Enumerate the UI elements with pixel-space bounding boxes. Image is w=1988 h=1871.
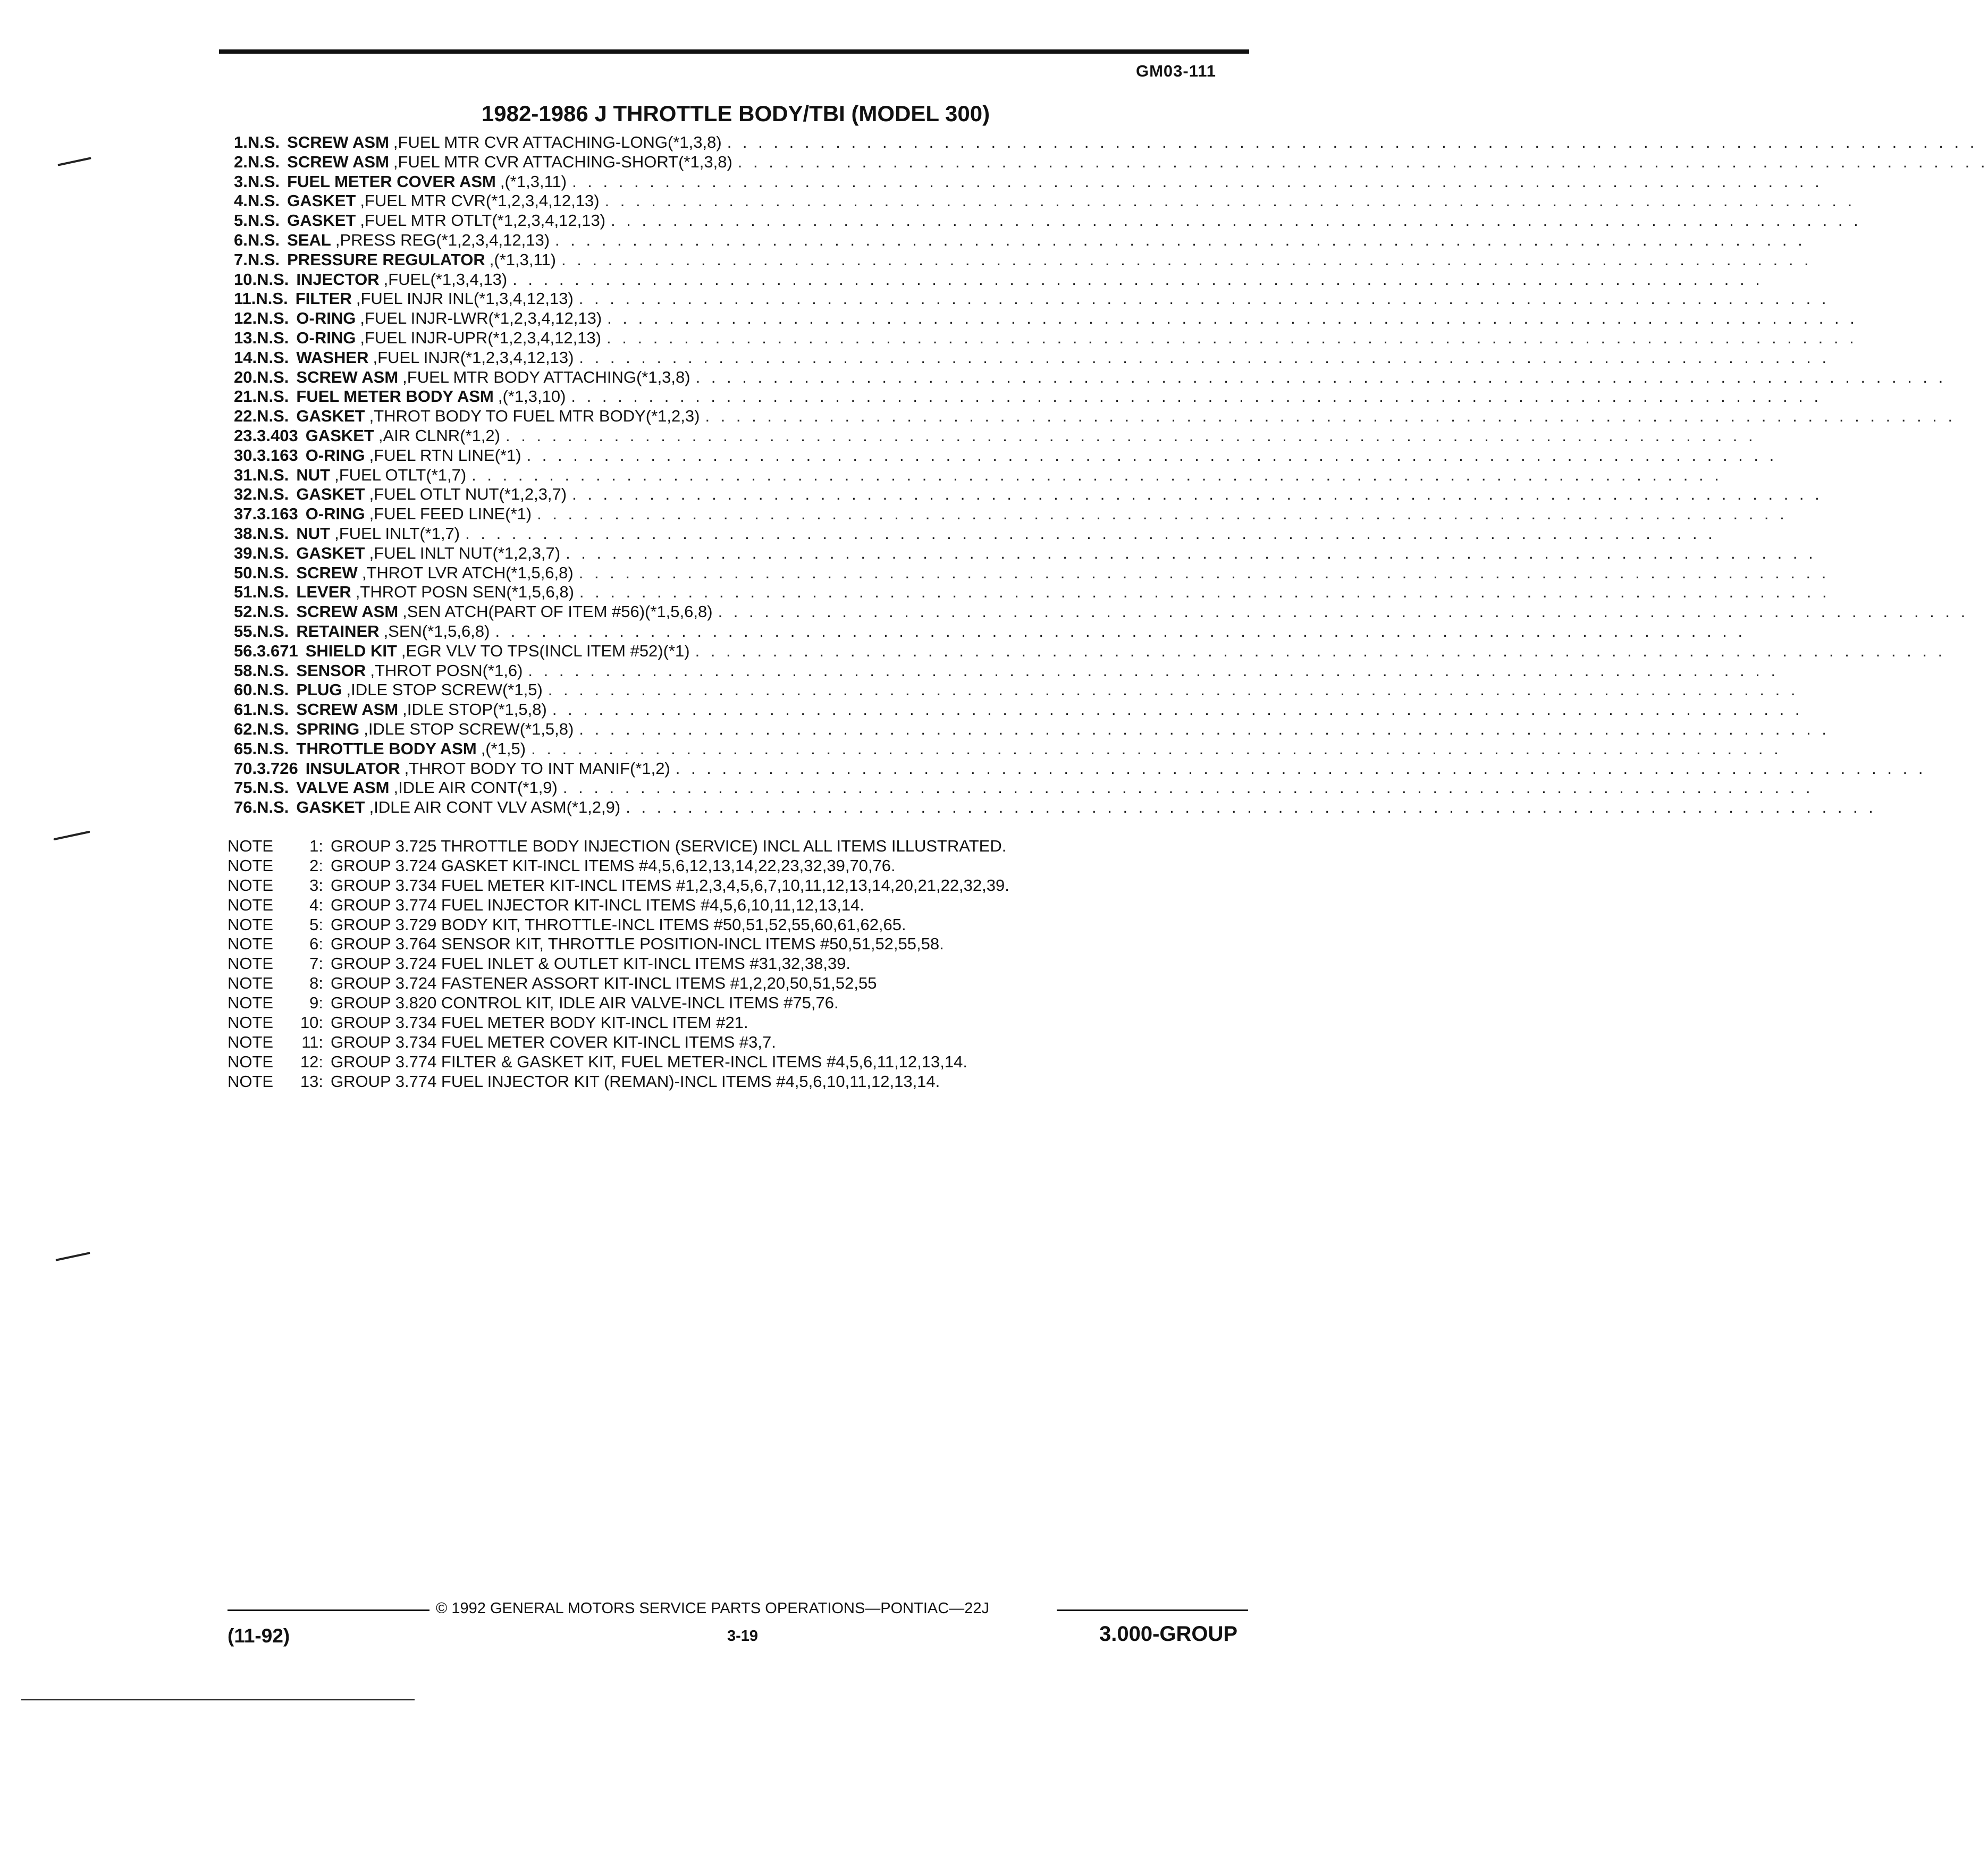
group-number: N.S. (257, 348, 289, 367)
note-text: GROUP 3.774 FUEL INJECTOR KIT (REMAN)-INCL ITEMS #4,5,6,10,11,12,13,14. (331, 1072, 940, 1091)
part-name: SEAL (287, 230, 331, 249)
item-number: 62. (234, 719, 257, 738)
leader-dots: . . . . . . . . . . . . . . . . . . . . . . . . . . . . . . . . . . . . . . . . . . . . . . . . . . . . . . . . . . . . . . . . . . . . . . . . . . . . . . . . . (727, 133, 1978, 151)
part-name: FILTER (295, 289, 352, 308)
part-row (234, 465, 1722, 485)
part-row (234, 758, 1926, 779)
part-description: ,IDLE AIR CONT(*1,9) (393, 778, 558, 797)
part-row (234, 367, 1947, 387)
note-text: GROUP 3.820 CONTROL KIT, IDLE AIR VALVE-INCL ITEMS #75,76. (331, 993, 839, 1013)
note-label: NOTE (228, 875, 274, 895)
part-row (234, 445, 1778, 466)
part-name: GASKET (296, 543, 365, 562)
item-number: 32. (234, 485, 257, 504)
part-row (234, 621, 1746, 642)
part-name: FUEL METER BODY ASM (296, 387, 494, 406)
note-row (228, 837, 1184, 856)
parts-list (234, 133, 1988, 817)
leader-dots: . . . . . . . . . . . . . . . . . . . . . . . . . . . . . . . . . . . . . . . . . . . . . . . . . . . . . . . . . . . . . . . . . . . . . . . . . . . . . . . . . (465, 524, 1716, 543)
leader-dots: . . . . . . . . . . . . . . . . . . . . . . . . . . . . . . . . . . . . . . . . . . . . . . . . . . . . . . . . . . . . . . . . . . . . . . . . . . . . . . . . . (695, 641, 1946, 660)
group-number: N.S. (257, 602, 289, 621)
item-number: 7. (234, 250, 248, 269)
item-number: 52. (234, 602, 257, 621)
note-label: NOTE (228, 837, 274, 855)
group-number: N.S. (257, 387, 289, 406)
item-number: 10. (234, 269, 257, 289)
part-description: ,IDLE STOP SCREW(*1,5,8) (364, 719, 574, 738)
item-number: 11. (234, 289, 256, 308)
leader-dots: . . . . . . . . . . . . . . . . . . . . . . . . . . . . . . . . . . . . . . . . . . . . . . . . . . . . . . . . . . . . . . . . . . . . . . . . . . . . . . . . . (579, 719, 1830, 738)
group-number: N.S. (247, 172, 280, 191)
group-number: N.S. (257, 661, 289, 680)
part-description: ,(*1,3,11) (500, 172, 567, 191)
part-name: GASKET (296, 407, 365, 426)
leader-dots: . . . . . . . . . . . . . . . . . . . . . . . . . . . . . . . . . . . . . . . . . . . . . . . . . . . . . . . . . . . . . . . . . . . . . . . . . . . . . . . . . (604, 191, 1856, 210)
part-row (234, 250, 1812, 270)
group-number: N.S. (257, 621, 289, 640)
leader-dots: . . . . . . . . . . . . . . . . . . . . . . . . . . . . . . . . . . . . . . . . . . . . . . . . . . . . . . . . . . . . . . . . . . . . . . . . . . . . . . . . . (579, 583, 1830, 602)
part-name: SENSOR (296, 661, 366, 680)
part-row (234, 524, 1716, 544)
leader-dots: . . . . . . . . . . . . . . . . . . . . . . . . . . . . . . . . . . . . . . . . . . . . . . . . . . . . . . . . . . . . . . . . . . . . . . . . . . . . . . . . . (626, 798, 1876, 817)
item-number: 38. (234, 524, 257, 543)
part-row (234, 719, 1830, 739)
group-number: 3.671 (257, 641, 298, 660)
item-number: 39. (234, 543, 257, 562)
part-description: ,FUEL(*1,3,4,13) (383, 269, 508, 289)
part-description: ,FUEL MTR CVR(*1,2,3,4,12,13) (360, 191, 600, 210)
note-label: NOTE (228, 1032, 274, 1051)
part-row (234, 172, 1823, 192)
note-number: 7: (309, 954, 323, 973)
part-description: ,(*1,3,10) (498, 387, 566, 406)
part-description: ,IDLE STOP(*1,5,8) (402, 700, 547, 719)
part-description: ,FUEL MTR CVR ATTACHING-SHORT(*1,3,8) (393, 152, 732, 171)
part-row (234, 309, 1858, 328)
group-number: N.S. (257, 778, 289, 797)
part-description: ,THROT BODY TO INT MANIF(*1,2) (404, 758, 670, 778)
item-number: 31. (234, 465, 257, 484)
leader-dots: . . . . . . . . . . . . . . . . . . . . . . . . . . . . . . . . . . . . . . . . . . . . . . . . . . . . . . . . . . . . . . . . . . . . . . . . . . . . . . . . . (675, 758, 1926, 778)
item-number: 51. (234, 583, 257, 602)
item-number: 75. (234, 778, 257, 797)
note-number: 5: (309, 915, 323, 934)
part-description: ,FUEL INLT NUT(*1,2,3,7) (369, 543, 561, 562)
note-row (228, 974, 1184, 993)
part-description: ,FUEL INLT(*1,7) (334, 524, 460, 543)
leader-dots: . . . . . . . . . . . . . . . . . . . . . . . . . . . . . . . . . . . . . . . . . . . . . . . . . . . . . . . . . . . . . . . . . . . . . . . . . . . . . . . . . (528, 661, 1779, 680)
note-row (228, 1072, 1184, 1092)
group-number: N.S. (257, 269, 289, 289)
note-text: GROUP 3.725 THROTTLE BODY INJECTION (SERVICE) INCL ALL ITEMS ILLUSTRATED. (331, 837, 1007, 855)
part-row (234, 269, 1763, 290)
leader-dots: . . . . . . . . . . . . . . . . . . . . . . . . . . . . . . . . . . . . . . . . . . . . . . . . . . . . . . . . . . . . . . . . . . . . . . . . . . . . . . . . . (571, 387, 1822, 406)
part-row (234, 583, 1830, 602)
part-description: ,AIR CLNR(*1,2) (378, 426, 500, 445)
note-row (228, 1013, 1184, 1033)
leader-dots: . . . . . . . . . . . . . . . . . . . . . . . . . . . . . . . . . . . . . . . . . . . . . . . . . . . . . . . . . . . . . . . . . . . . . . . . . . . . . . . . . (579, 348, 1830, 367)
leader-dots: . . . . . . . . . . . . . . . . . . . . . . . . . . . . . . . . . . . . . . . . . . . . . . . . . . . . . . . . . . . . . . . . . . . . . . . . . . . . . . . . . (607, 309, 1858, 328)
doc-code: GM03-111 (1135, 62, 1216, 80)
part-description: ,(*1,3,11) (489, 250, 556, 269)
part-row (234, 798, 1876, 817)
group-number: N.S. (257, 700, 289, 719)
leader-dots: . . . . . . . . . . . . . . . . . . . . . . . . . . . . . . . . . . . . . . . . . . . . . . . . . . . . . . . . . . . . . . . . . . . . . . . . . . . . . . . . . (611, 211, 1861, 230)
part-name: INJECTOR (296, 269, 380, 289)
group-number: N.S. (256, 289, 288, 308)
note-label: NOTE (228, 856, 274, 875)
item-number: 1. (234, 133, 248, 151)
part-row (234, 152, 1988, 172)
note-number: 2: (309, 856, 323, 875)
part-row (234, 543, 1816, 563)
part-row (234, 680, 1799, 700)
note-text: GROUP 3.724 FASTENER ASSORT KIT-INCL ITEMS #1,2,20,50,51,52,55 (331, 974, 877, 993)
part-name: FUEL METER COVER ASM (287, 172, 496, 191)
leader-dots: . . . . . . . . . . . . . . . . . . . . . . . . . . . . . . . . . . . . . . . . . . . . . . . . . . . . . . . . . . . . . . . . . . . . . . . . . . . . . . . . . (578, 289, 1830, 308)
note-text: GROUP 3.734 FUEL METER KIT-INCL ITEMS #1,2,3,4,5,6,7,10,11,12,13,14,20,21,22,32,39. (331, 875, 1009, 895)
group-number: N.S. (257, 407, 289, 426)
item-number: 58. (234, 661, 257, 680)
leader-dots: . . . . . . . . . . . . . . . . . . . . . . . . . . . . . . . . . . . . . . . . . . . . . . . . . . . . . . . . . . . . . . . . . . . . . . . . . . . . . . . . . (512, 269, 1763, 289)
part-description: ,FUEL RTN LINE(*1) (369, 445, 521, 465)
note-row (228, 934, 1184, 954)
part-description: ,PRESS REG(*1,2,3,4,12,13) (335, 230, 550, 249)
footer-rule-left (228, 1609, 429, 1611)
note-number: 10: (300, 1013, 323, 1032)
note-row (228, 915, 1184, 935)
part-name: SCREW ASM (287, 152, 389, 171)
part-name: SPRING (296, 719, 360, 738)
part-description: ,FUEL INJR(*1,2,3,4,12,13) (373, 348, 574, 367)
part-name: O-RING (296, 309, 356, 328)
item-number: 2. (234, 152, 248, 171)
part-row (234, 563, 1830, 583)
part-description: ,IDLE STOP SCREW(*1,5) (346, 680, 543, 699)
bottom-rule (21, 1699, 415, 1700)
note-row (228, 1052, 1184, 1072)
item-number: 6. (234, 230, 248, 249)
item-number: 21. (234, 387, 257, 406)
part-description: ,THROT POSN SEN(*1,5,6,8) (355, 583, 574, 602)
leader-dots: . . . . . . . . . . . . . . . . . . . . . . . . . . . . . . . . . . . . . . . . . . . . . . . . . . . . . . . . . . . . . . . . . . . . . . . . . . . . . . . . . (572, 172, 1823, 191)
part-description: ,THROT LVR ATCH(*1,5,6,8) (361, 563, 574, 582)
leader-dots: . . . . . . . . . . . . . . . . . . . . . . . . . . . . . . . . . . . . . . . . . . . . . . . . . . . . . . . . . . . . . . . . . . . . . . . . . . . . . . . . . (471, 465, 1722, 484)
note-label: NOTE (228, 954, 274, 973)
page-number: 3-19 (727, 1628, 759, 1645)
leader-dots: . . . . . . . . . . . . . . . . . . . . . . . . . . . . . . . . . . . . . . . . . . . . . . . . . . . . . . . . . . . . . . . . . . . . . . . . . . . . . . . . . (578, 563, 1830, 582)
note-label: NOTE (228, 1052, 274, 1071)
part-row (234, 407, 1956, 426)
item-number: 55. (234, 621, 257, 640)
group-number: 3.726 (257, 758, 298, 778)
part-name: SCREW ASM (287, 133, 389, 151)
part-name: PLUG (296, 680, 342, 699)
group-number: N.S. (257, 309, 289, 328)
note-label: NOTE (228, 974, 274, 993)
part-row (234, 230, 1806, 250)
item-number: 65. (234, 739, 257, 758)
note-number: 8: (309, 974, 323, 993)
group-number: N.S. (257, 563, 289, 582)
part-description: ,FUEL OTLT NUT(*1,2,3,7) (369, 485, 567, 504)
note-number: 4: (309, 895, 323, 914)
item-number: 70. (234, 758, 257, 778)
part-description: ,FUEL MTR BODY ATTACHING(*1,3,8) (402, 367, 690, 386)
leader-dots: . . . . . . . . . . . . . . . . . . . . . . . . . . . . . . . . . . . . . . . . . . . . . . . . . . . . . . . . . . . . . . . . . . . . . . . . . . . . . . . . . (555, 230, 1806, 249)
part-name: LEVER (296, 583, 351, 602)
note-row (228, 856, 1184, 876)
leader-dots: . . . . . . . . . . . . . . . . . . . . . . . . . . . . . . . . . . . . . . . . . . . . . . . . . . . . . . . . . . . . . . . . . . . . . . . . . . . . . . . . . (695, 367, 1947, 386)
part-row (234, 348, 1830, 368)
part-row (234, 485, 1823, 504)
leader-dots: . . . . . . . . . . . . . . . . . . . . . . . . . . . . . . . . . . . . . . . . . . . . . . . . . . . . . . . . . . . . . . . . . . . . . . . . . . . . . . . . . (505, 426, 1756, 445)
note-label: NOTE (228, 1013, 274, 1032)
part-description: ,(*1,5) (481, 739, 526, 758)
note-text: GROUP 3.764 SENSOR KIT, THROTTLE POSITION-INCL ITEMS #50,51,52,55,58. (331, 934, 944, 954)
top-rule (219, 49, 1249, 54)
group-number: N.S. (257, 798, 289, 817)
group-number: N.S. (247, 152, 280, 171)
part-name: SCREW (296, 563, 358, 582)
part-description: ,THROT POSN(*1,6) (370, 661, 523, 680)
group-number: N.S. (247, 191, 280, 210)
group-number: N.S. (257, 367, 289, 386)
leader-dots: . . . . . . . . . . . . . . . . . . . . . . . . . . . . . . . . . . . . . . . . . . . . . . . . . . . . . . . . . . . . . . . . . . . . . . . . . . . . . . . . . (531, 739, 1782, 758)
part-name: O-RING (305, 504, 365, 524)
leader-dots: . . . . . . . . . . . . . . . . . . . . . . . . . . . . . . . . . . . . . . . . . . . . . . . . . . . . . . . . . . . . . . . . . . . . . . . . . . . . . . . . . (561, 250, 1812, 269)
note-number: 9: (309, 993, 323, 1013)
part-name: GASKET (296, 485, 365, 504)
part-name: SCREW ASM (296, 700, 399, 719)
part-row (234, 328, 1857, 348)
part-name: GASKET (287, 211, 356, 230)
part-name: RETAINER (296, 621, 380, 640)
group-number: 3.163 (257, 445, 298, 465)
part-row (234, 133, 1978, 153)
leader-dots: . . . . . . . . . . . . . . . . . . . . . . . . . . . . . . . . . . . . . . . . . . . . . . . . . . . . . . . . . . . . . . . . . . . . . . . . . . . . . . . . . (572, 485, 1823, 504)
page-title: 1982-1986 J THROTTLE BODY/TBI (MODEL 300) (481, 101, 990, 126)
part-row (234, 289, 1830, 309)
part-description: ,FUEL OTLT(*1,7) (334, 465, 467, 484)
part-row (234, 426, 1756, 446)
group-number: N.S. (257, 524, 289, 543)
note-row (228, 1033, 1184, 1052)
group-number: N.S. (247, 250, 280, 269)
leader-dots: . . . . . . . . . . . . . . . . . . . . . . . . . . . . . . . . . . . . . . . . . . . . . . . . . . . . . . . . . . . . . . . . . . . . . . . . . . . . . . . . . (566, 543, 1816, 562)
note-number: 1: (309, 837, 323, 855)
part-row (234, 661, 1779, 681)
group-label: 3.000-GROUP (1099, 1622, 1238, 1646)
note-text: GROUP 3.774 FUEL INJECTOR KIT-INCL ITEMS #4,5,6,10,11,12,13,14. (331, 895, 864, 914)
part-description: ,IDLE AIR CONT VLV ASM(*1,2,9) (369, 798, 621, 817)
group-number: N.S. (257, 583, 289, 602)
part-name: WASHER (296, 348, 369, 367)
item-number: 20. (234, 367, 257, 386)
note-number: 6: (309, 934, 323, 954)
note-label: NOTE (228, 993, 274, 1013)
leader-dots: . . . . . . . . . . . . . . . . . . . . . . . . . . . . . . . . . . . . . . . . . . . . . . . . . . . . . . . . . . . . . . . . . . . . . . . . . . . . . . . . . (606, 328, 1857, 347)
group-number: 3.163 (257, 504, 298, 524)
leader-dots: . . . . . . . . . . . . . . . . . . . . . . . . . . . . . . . . . . . . . . . . . . . . . . . . . . . . . . . . . . . . . . . . . . . . . . . . . . . . . . . . . (562, 778, 1814, 797)
group-number: N.S. (257, 680, 289, 699)
note-number: 3: (309, 875, 323, 895)
note-text: GROUP 3.734 FUEL METER BODY KIT-INCL ITEM #21. (331, 1013, 748, 1032)
part-row (234, 602, 1969, 622)
group-number: N.S. (257, 465, 289, 484)
part-description: ,FUEL INJR-UPR(*1,2,3,4,12,13) (360, 328, 602, 347)
group-number: N.S. (247, 133, 280, 151)
note-row (228, 876, 1184, 896)
part-name: NUT (296, 465, 331, 484)
margin-mark (53, 831, 90, 840)
part-name: NUT (296, 524, 331, 543)
item-number: 50. (234, 563, 257, 582)
copyright-line: © 1992 GENERAL MOTORS SERVICE PARTS OPERATIONS—PONTIAC—22J (436, 1600, 989, 1617)
notes-list (228, 837, 1184, 1092)
note-row (228, 896, 1184, 915)
part-name: SCREW ASM (296, 602, 399, 621)
part-name: PRESSURE REGULATOR (287, 250, 485, 269)
margin-mark (57, 157, 91, 166)
group-number: N.S. (257, 543, 289, 562)
item-number: 5. (234, 211, 248, 230)
part-name: GASKET (287, 191, 356, 210)
part-description: ,FUEL INJR-LWR(*1,2,3,4,12,13) (360, 309, 602, 328)
part-description: ,FUEL FEED LINE(*1) (369, 504, 532, 524)
note-label: NOTE (228, 934, 274, 954)
note-label: NOTE (228, 895, 274, 914)
leader-dots: . . . . . . . . . . . . . . . . . . . . . . . . . . . . . . . . . . . . . . . . . . . . . . . . . . . . . . . . . . . . . . . . . . . . . . . . . . . . . . . . . (537, 504, 1788, 524)
note-text: GROUP 3.729 BODY KIT, THROTTLE-INCL ITEMS #50,51,52,55,60,61,62,65. (331, 915, 906, 934)
part-description: ,EGR VLV TO TPS(INCL ITEM #52)(*1) (401, 641, 690, 660)
note-number: 13: (300, 1072, 323, 1091)
leader-dots: . . . . . . . . . . . . . . . . . . . . . . . . . . . . . . . . . . . . . . . . . . . . . . . . . . . . . . . . . . . . . . . . . . . . . . . . . . . . . . . . . (718, 602, 1969, 621)
leader-dots: . . . . . . . . . . . . . . . . . . . . . . . . . . . . . . . . . . . . . . . . . . . . . . . . . . . . . . . . . . . . . . . . . . . . . . . . . . . . . . . . . (495, 621, 1746, 640)
group-number: N.S. (257, 739, 289, 758)
footer-rule-right (1057, 1609, 1248, 1611)
leader-dots: . . . . . . . . . . . . . . . . . . . . . . . . . . . . . . . . . . . . . . . . . . . . . . . . . . . . . . . . . . . . . . . . . . . . . . . . . . . . . . . . . (737, 152, 1988, 171)
note-text: GROUP 3.774 FILTER & GASKET KIT, FUEL METER-INCL ITEMS #4,5,6,11,12,13,14. (331, 1052, 967, 1071)
part-description: ,FUEL INJR INL(*1,3,4,12,13) (356, 289, 574, 308)
part-name: O-RING (305, 445, 365, 465)
part-row (234, 778, 1814, 798)
part-row (234, 211, 1861, 231)
item-number: 13. (234, 328, 257, 347)
note-row (228, 993, 1184, 1013)
item-number: 30. (234, 445, 257, 465)
item-number: 14. (234, 348, 257, 367)
item-number: 56. (234, 641, 257, 660)
part-description: ,FUEL MTR CVR ATTACHING-LONG(*1,3,8) (393, 133, 722, 151)
note-label: NOTE (228, 1072, 274, 1091)
group-number: N.S. (257, 328, 289, 347)
group-number: N.S. (247, 211, 280, 230)
group-number: N.S. (247, 230, 280, 249)
item-number: 4. (234, 191, 248, 210)
leader-dots: . . . . . . . . . . . . . . . . . . . . . . . . . . . . . . . . . . . . . . . . . . . . . . . . . . . . . . . . . . . . . . . . . . . . . . . . . . . . . . . . . (552, 700, 1803, 719)
part-description: ,FUEL MTR OTLT(*1,2,3,4,12,13) (360, 211, 606, 230)
part-description: ,SEN(*1,5,6,8) (383, 621, 490, 640)
part-name: VALVE ASM (296, 778, 390, 797)
item-number: 23. (234, 426, 257, 445)
part-row (234, 191, 1856, 211)
item-number: 76. (234, 798, 257, 817)
part-name: GASKET (305, 426, 374, 445)
part-name: SCREW ASM (296, 367, 399, 386)
part-row (234, 739, 1782, 759)
item-number: 12. (234, 309, 257, 328)
part-name: THROTTLE BODY ASM (296, 739, 477, 758)
part-name: O-RING (296, 328, 356, 347)
item-number: 37. (234, 504, 257, 524)
leader-dots: . . . . . . . . . . . . . . . . . . . . . . . . . . . . . . . . . . . . . . . . . . . . . . . . . . . . . . . . . . . . . . . . . . . . . . . . . . . . . . . . . (705, 407, 1956, 426)
leader-dots: . . . . . . . . . . . . . . . . . . . . . . . . . . . . . . . . . . . . . . . . . . . . . . . . . . . . . . . . . . . . . . . . . . . . . . . . . . . . . . . . . (547, 680, 1799, 699)
part-row (234, 504, 1788, 524)
part-row (234, 641, 1946, 661)
part-description: ,SEN ATCH(PART OF ITEM #56)(*1,5,6,8) (402, 602, 713, 621)
group-number: N.S. (257, 719, 289, 738)
group-number: 3.403 (257, 426, 298, 445)
note-number: 12: (300, 1052, 323, 1071)
part-name: SHIELD KIT (305, 641, 397, 660)
note-text: GROUP 3.724 GASKET KIT-INCL ITEMS #4,5,6,12,13,14,22,23,32,39,70,76. (331, 856, 896, 875)
note-text: GROUP 3.724 FUEL INLET & OUTLET KIT-INCL ITEMS #31,32,38,39. (331, 954, 851, 973)
note-label: NOTE (228, 915, 274, 934)
part-name: INSULATOR (305, 758, 400, 778)
item-number: 60. (234, 680, 257, 699)
part-name: GASKET (296, 798, 365, 817)
margin-mark (55, 1252, 90, 1261)
note-number: 11: (301, 1032, 323, 1051)
item-number: 22. (234, 407, 257, 426)
part-description: ,THROT BODY TO FUEL MTR BODY(*1,2,3) (369, 407, 700, 426)
leader-dots: . . . . . . . . . . . . . . . . . . . . . . . . . . . . . . . . . . . . . . . . . . . . . . . . . . . . . . . . . . . . . . . . . . . . . . . . . . . . . . . . . (526, 445, 1778, 465)
note-text: GROUP 3.734 FUEL METER COVER KIT-INCL ITEMS #3,7. (331, 1032, 776, 1051)
item-number: 3. (234, 172, 248, 191)
part-row (234, 387, 1822, 407)
part-row (234, 700, 1803, 720)
note-row (228, 954, 1184, 974)
item-number: 61. (234, 700, 257, 719)
group-number: N.S. (257, 485, 289, 504)
revision-date: (11-92) (228, 1625, 290, 1647)
